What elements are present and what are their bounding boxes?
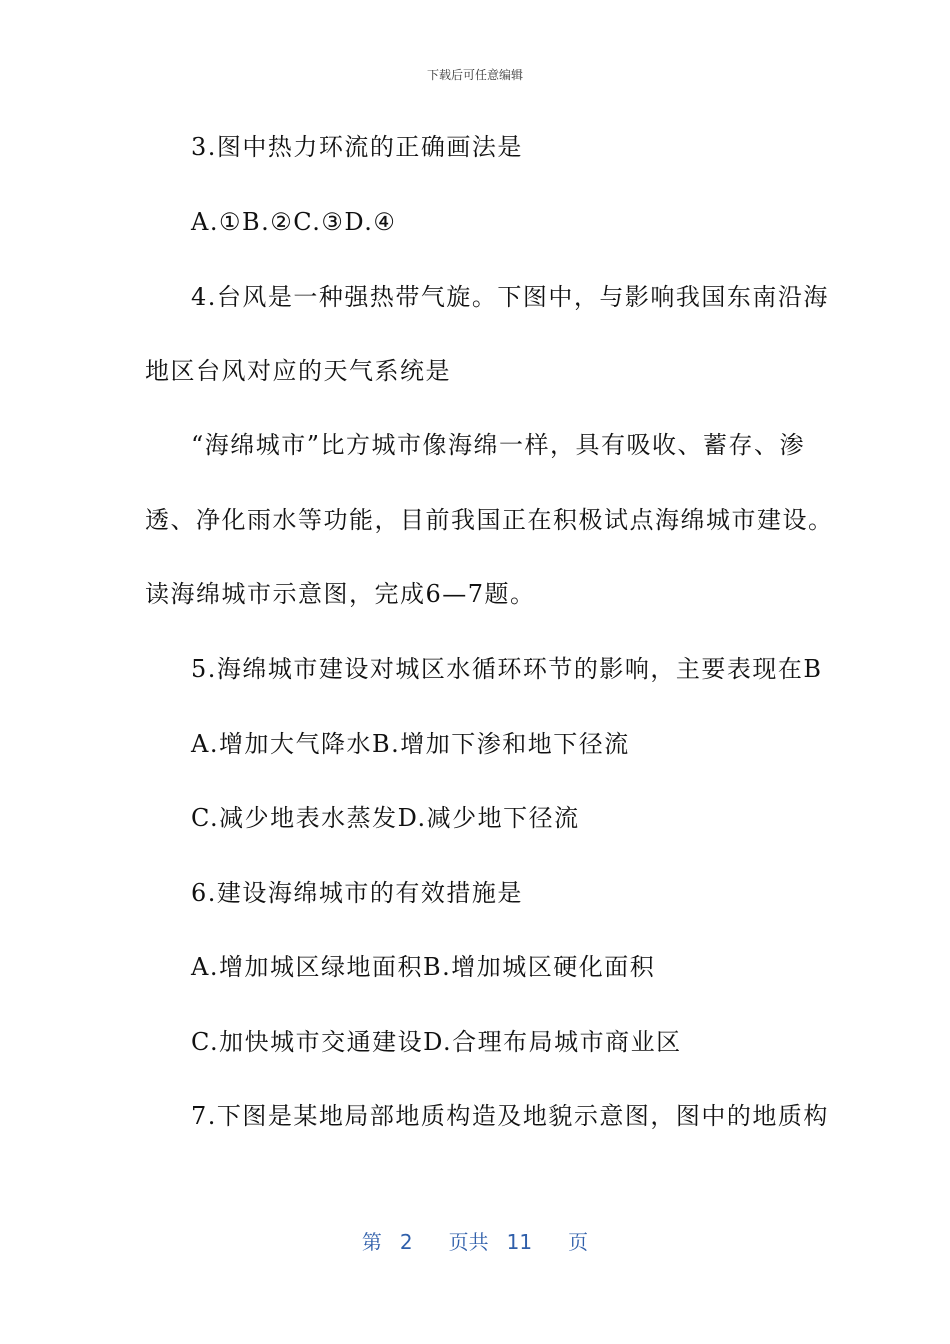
- footer-current-page: 2: [399, 1230, 413, 1254]
- question-4-line-2: 地区台风对应的天气系统是: [145, 357, 451, 385]
- page-footer: [0, 1226, 950, 1255]
- question-7-line: 7.下图是某地局部地质构造及地貌示意图，图中的地质构: [191, 1102, 829, 1130]
- question-6-options-1: A.增加城区绿地面积B.增加城区硬化面积: [191, 953, 656, 981]
- passage-line-2: 透、净化雨水等功能，目前我国正在积极试点海绵城市建设。: [145, 506, 834, 534]
- question-5-options-2: C.减少地表水蒸发D.减少地下径流: [191, 804, 580, 832]
- footer-label-di: 第: [361, 1230, 382, 1254]
- passage-line-3: 读海绵城市示意图，完成6—7题。: [145, 580, 536, 608]
- footer-total-pages: 11: [506, 1230, 533, 1254]
- page-header-note: 下载后可任意编辑: [426, 68, 523, 82]
- footer-label-ye-gong: 页共: [448, 1230, 489, 1254]
- question-4-line-1: 4.台风是一种强热带气旋。下图中，与影响我国东南沿海: [191, 283, 829, 311]
- question-5-options-1: A.增加大气降水B.增加下渗和地下径流: [191, 730, 630, 758]
- question-3-options: A.①B.②C.③D.④: [191, 208, 397, 236]
- question-6-options-2: C.加快城市交通建设D.合理布局城市商业区: [191, 1028, 682, 1056]
- question-5-line: 5.海绵城市建设对城区水循环环节的影响，主要表现在B: [191, 655, 823, 683]
- question-6-line: 6.建设海绵城市的有效措施是: [191, 879, 523, 907]
- footer-label-ye: 页: [568, 1230, 589, 1254]
- passage-line-1: “海绵城市”比方城市像海绵一样，具有吸收、蓄存、渗: [191, 431, 806, 459]
- question-3-line: 3.图中热力环流的正确画法是: [191, 133, 523, 161]
